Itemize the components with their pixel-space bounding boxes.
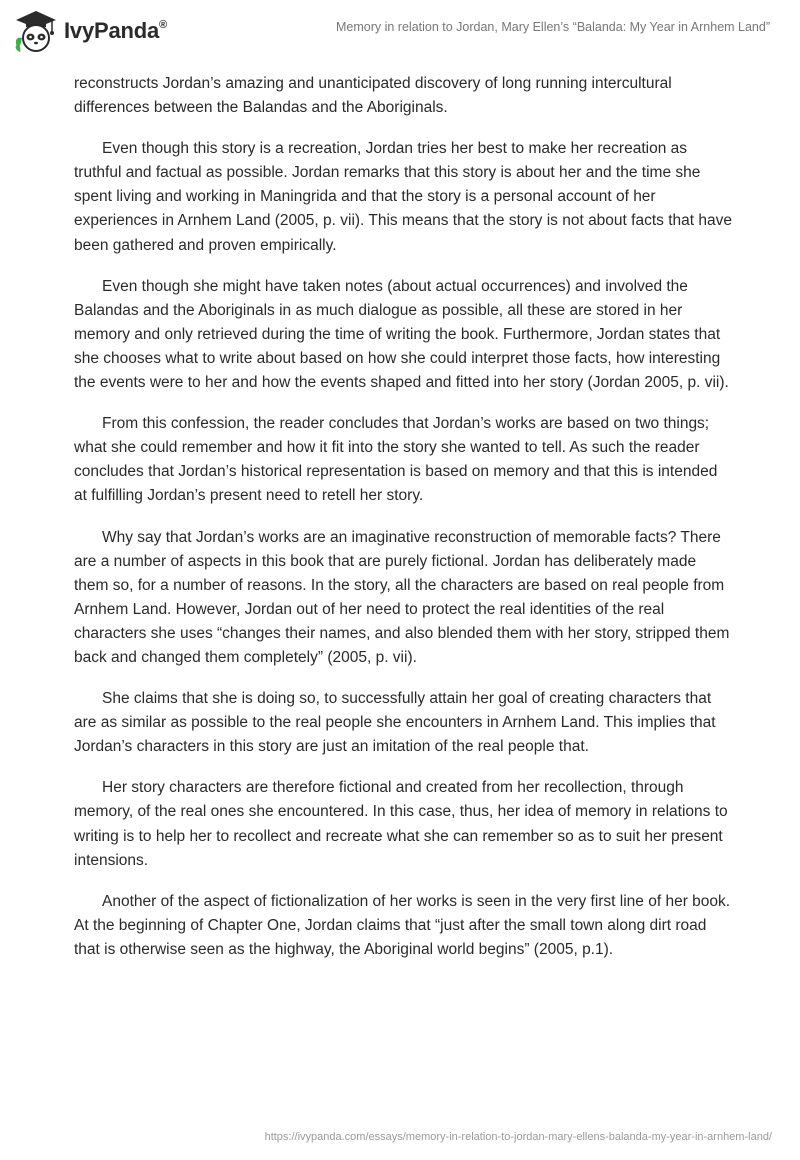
brand-name: IvyPanda [64,18,160,43]
paragraph-1: reconstructs Jordan’s amazing and unanticipated discovery of long running intercultural differences between the Balandas and the Aboriginals. [74,75,672,117]
brand-logo[interactable] [12,8,202,54]
paragraph-4: From this confession, the reader concludes that Jordan’s works are based on two things; what she could remember and how it fit into the story she wanted to tell. As such the reader concludes that Jordan’s historical representation is based on memory and that this is intended at fulfilling Jordan’s present need to retell her story. [74,415,718,505]
page-header [0,0,800,62]
paragraph-3: Even though she might have taken notes (about actual occurrences) and involved the Balandas and the Aboriginals in as much dialogue as possible, all these are stored in her memory and only retrieved during the time of writing the book. Furthermore, Jordan states that she chooses what to write about based on how she could interpret those facts, how interesting the events were to her and how the events shaped and fitted into her story (Jordan 2005, p. vii). [74,277,729,392]
paragraph-8: Another of the aspect of fictionalization of her works is seen in the very first line of her book. At the beginning of Chapter One, Jordan claims that “just after the small town along dirt road that is otherwise seen as the highway, the Aboriginal world begins” (2005, p.1). [74,892,731,958]
paragraph-2: Even though this story is a recreation, Jordan tries her best to make her recreation as truthful and factual as possible. Jordan remarks that this story is about her and the time she spent living and working in Maningrida and that the story is a personal account of her experiences in Arnhem Land (2005, p. vii). This means that the story is not about facts that have been gathered and proven empirically. [74,140,732,254]
paragraph-7: Her story characters are therefore fictional and created from her recollection, through memory, of the real ones she encountered. In this case, thus, her idea of memory in relations to writing is to help her to recollect and recreate what she can remember so as to suit her present intensions. [74,779,728,869]
paragraph-6: She claims that she is doing so, to successfully attain her goal of creating characters that are as similar as possible to the real people she encounters in Arnhem Land. This implies that Jordan’s characters in this story are just an imitation of the real people that. [74,690,716,756]
registered-mark: ® [159,18,167,31]
paragraph-5: Why say that Jordan’s works are an imaginative reconstruction of memorable facts? There are a number of aspects in this book that are purely fictional. Jordan has deliberately made them so, for a number of reasons. In the story, all the characters are based on real people from Arnhem Land. However, Jordan out of her need to protect the real identities of the real characters she uses “changes their names, and also blended them with her story, stripped them back and changed them completely” (2005, p. vii). [74,528,730,666]
source-url-link[interactable]: https://ivypanda.com/essays/memory-in-relation-to-jordan-mary-ellens-balanda-my-year-in-arnhem-land/ [264,1131,772,1143]
panda-graduate-icon [12,8,60,54]
essay-body [74,72,734,979]
document-title: Memory in relation to Jordan, Mary Ellen’s “Balanda: My Year in Arnhem Land” [335,20,770,34]
